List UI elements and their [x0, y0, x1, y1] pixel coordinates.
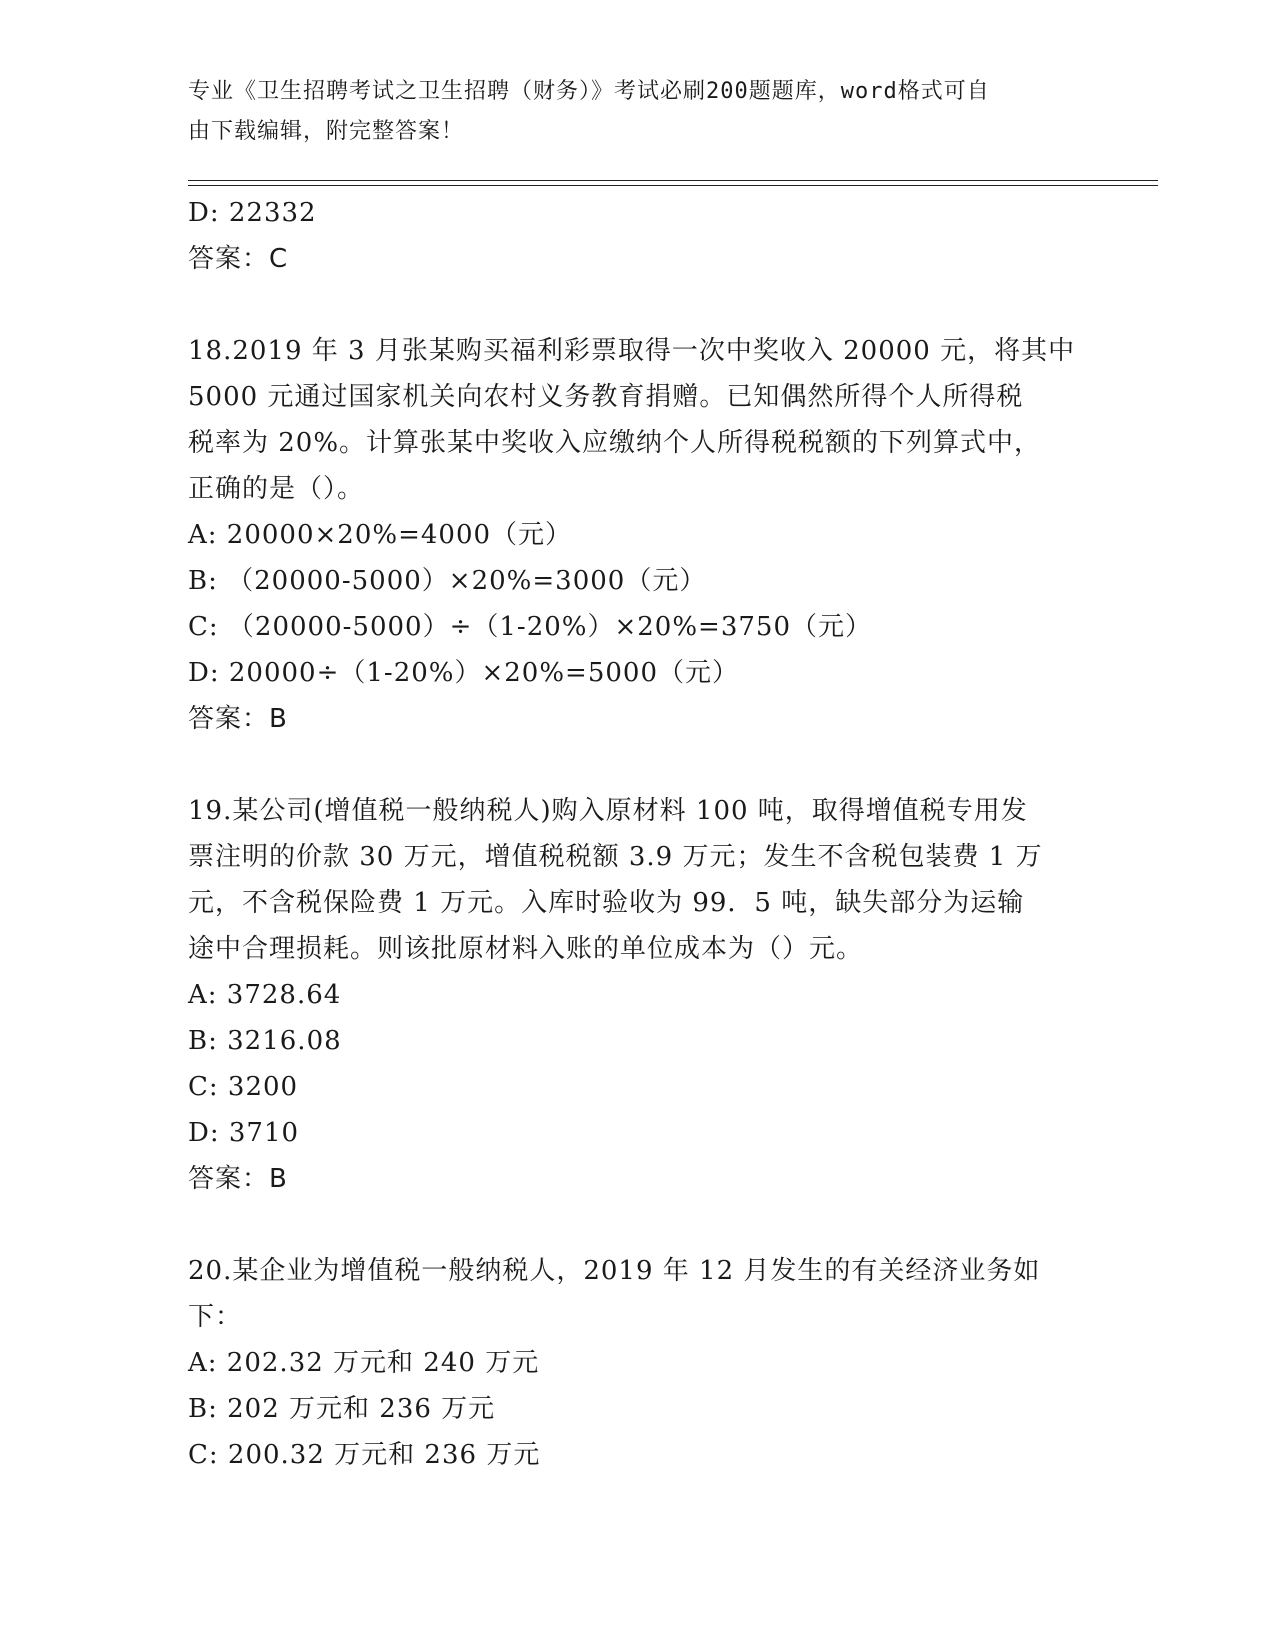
header-line-2: 由下载编辑，附完整答案！ [188, 119, 465, 144]
header-line-1: 专业《卫生招聘考试之卫生招聘（财务）》考试必刷200题题库，word格式可自 [188, 79, 990, 104]
q17-answer: 答案：C [188, 244, 289, 274]
header-rule-bottom [188, 185, 1158, 186]
q18-stem-line: 税率为 20%。计算张某中奖收入应缴纳个人所得税税额的下列算式中， [188, 428, 1042, 458]
q19-option-d: D: 3710 [188, 1118, 300, 1148]
q20-stem-line: 20.某企业为增值税一般纳税人，2019 年 12 月发生的有关经济业务如 [188, 1256, 1041, 1286]
question-20 [188, 1248, 1088, 1478]
q19-stem-line: 19.某公司(增值税一般纳税人)购入原材料 100 吨，取得增值税专用发 [188, 796, 1028, 826]
q19-option-a: A: 3728.64 [188, 980, 342, 1010]
q19-answer: 答案：B [188, 1164, 288, 1194]
q19-stem-line: 元，不含税保险费 1 万元。入库时验收为 99．5 吨，缺失部分为运输 [188, 888, 1025, 918]
q18-option-d: D: 20000÷（1-20%）×20%=5000（元） [188, 658, 740, 688]
question-18 [188, 328, 1088, 742]
q19-option-c: C: 3200 [188, 1072, 299, 1102]
question-content [188, 190, 1088, 1478]
q18-stem-line: 正确的是（）。 [188, 474, 365, 504]
spacer [188, 282, 1088, 328]
q18-option-c: C: （20000-5000）÷（1-20%）×20%=3750（元） [188, 612, 873, 642]
q18-option-a: A: 20000×20%=4000（元） [188, 520, 573, 550]
q20-option-a: A: 202.32 万元和 240 万元 [188, 1348, 540, 1378]
question-19 [188, 788, 1088, 1202]
q20-option-c: C: 200.32 万元和 236 万元 [188, 1440, 541, 1470]
q17-option-d: D: 22332 [188, 198, 317, 228]
spacer [188, 742, 1088, 788]
q18-stem-line: 18.2019 年 3 月张某购买福利彩票取得一次中奖收入 20000 元，将其中 [188, 336, 1076, 366]
q18-option-b: B: （20000-5000）×20%=3000（元） [188, 566, 707, 596]
spacer [188, 1202, 1088, 1248]
q18-answer: 答案：B [188, 704, 288, 734]
q18-stem-line: 5000 元通过国家机关向农村义务教育捐赠。已知偶然所得个人所得税 [188, 382, 1024, 412]
q20-option-b: B: 202 万元和 236 万元 [188, 1394, 496, 1424]
q19-stem-line: 票注明的价款 30 万元，增值税税额 3.9 万元；发生不含税包装费 1 万 [188, 842, 1043, 872]
q19-option-b: B: 3216.08 [188, 1026, 342, 1056]
document-header [188, 72, 1068, 152]
q20-stem-line: 下： [188, 1302, 243, 1332]
q19-stem-line: 途中合理损耗。则该批原材料入账的单位成本为（）元。 [188, 934, 864, 964]
header-rule-top [188, 180, 1158, 181]
